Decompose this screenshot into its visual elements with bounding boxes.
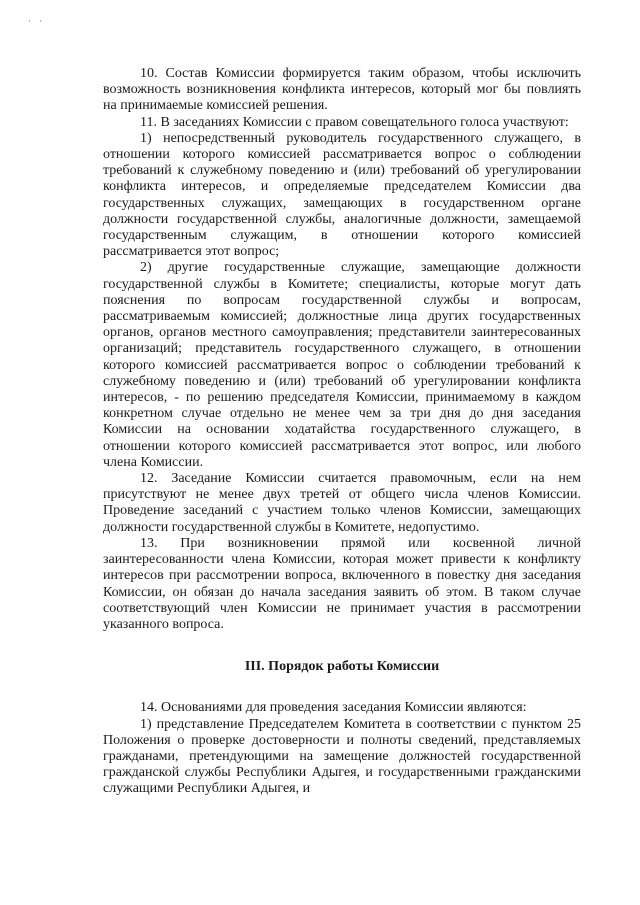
section-heading: III. Порядок работы Комиссии xyxy=(244,659,440,675)
document-body xyxy=(103,66,581,798)
paragraph-11: 11. В заседаниях Комиссии с правом совещательного голоса участвуют: xyxy=(140,114,569,130)
paragraph-10: 10. Состав Комиссии формируется таким образом, чтобы исключить возможность возникновения конфликта интересов, который мог бы повлиять на принимаемые комиссией решения. xyxy=(103,66,581,114)
paragraph-11-item-2: 2) другие государственные служащие, замещающие должности государственной службы в Комитете; специалисты, которые могут дать пояснения по вопросам государственной службы и вопросам, рассматриваемым комиссией; должностные лица других государственных органов, органов местного самоуправления; представители заинтересованных организаций; представитель государственного служащего, в отношении которого комиссией рассматривается вопрос о соблюдении требований к служебному поведению и (или) требований об урегулировании конфликта интересов, - по решению председателя Комиссии, принимаемому в каждом конкретном случае отдельно не менее чем за три дня до дня заседания Комиссии на основании ходатайства государственного служащего, в отношении которого комиссией рассматривается этот вопрос, или любого члена Комиссии. xyxy=(103,260,581,470)
page-mark: · · xyxy=(28,16,46,26)
paragraph-14: 14. Основаниями для проведения заседания Комиссии являются: xyxy=(140,700,527,716)
paragraph-14-item-1: 1) представление Председателем Комитета в соответствии с пунктом 25 Положения о проверке достоверности и полноты сведений, представляемых гражданами, претендующими на замещение должностей государственной гражданской службы Республики Адыгея, и государственными гражданскими служащими Республики Адыгея, и xyxy=(103,716,581,797)
paragraph-11-item-1: 1) непосредственный руководитель государственного служащего, в отношении которого комиссией рассматривается вопрос о соблюдении требований к служебному поведению и (или) требований об урегулировании конфликта интересов, и определяемые председателем Комиссии два государственных служащих, замещающих в государственном органе должности государственной службы, аналогичные должности, замещаемой государственным служащим, в отношении которого комиссией рассматривается этот вопрос; xyxy=(103,130,581,260)
paragraph-13: 13. При возникновении прямой или косвенной личной заинтересованности члена Комиссии, которая может привести к конфликту интересов при рассмотрении вопроса, включенного в повестку дня заседания Комиссии, он обязан до начала заседания заявить об этом. В таком случае соответствующий член Комиссии не принимает участия в рассмотрении указанного вопроса. xyxy=(103,535,581,632)
paragraph-12: 12. Заседание Комиссии считается правомочным, если на нем присутствуют не менее двух третей от общего числа членов Комиссии. Проведение заседаний с участием только членов Комиссии, замещающих должности государственной службы в Комитете, недопустимо. xyxy=(103,471,581,535)
